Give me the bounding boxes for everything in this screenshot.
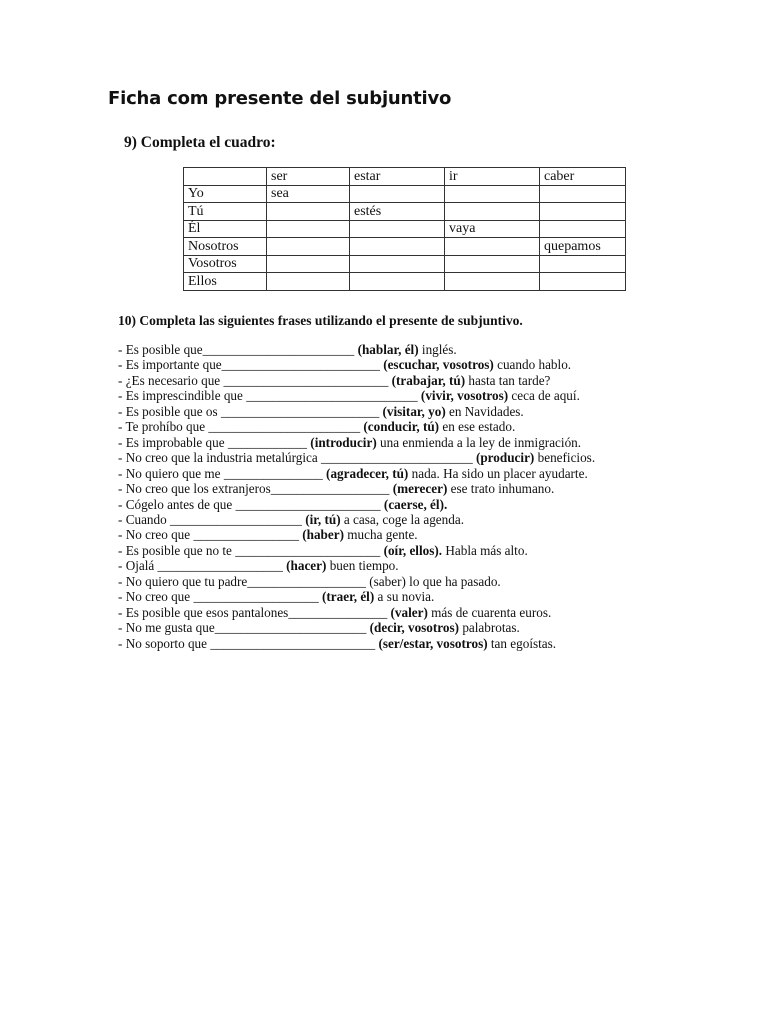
sentence-item xyxy=(118,512,595,527)
table-cell xyxy=(350,185,445,203)
table-pronoun-cell: Tú xyxy=(184,203,267,221)
table-row xyxy=(184,220,626,238)
sentence-item xyxy=(118,388,595,403)
table-pronoun-cell: Vosotros xyxy=(184,255,267,273)
answer-blank: ______________________ xyxy=(235,496,381,512)
table-cell xyxy=(350,220,445,238)
answer-blank: _______________ xyxy=(223,465,323,481)
sentence-item xyxy=(118,419,595,434)
sentence-prefix: - Te prohíbo que xyxy=(118,419,209,435)
verb-hint: (caerse, él). xyxy=(380,496,448,512)
table-cell: estés xyxy=(350,203,445,221)
verb-hint: (ser/estar, vosotros) xyxy=(375,635,488,651)
table-cell xyxy=(267,220,350,238)
sentence-suffix: hasta tan tarde? xyxy=(465,372,551,388)
sentence-suffix: a casa, coge la agenda. xyxy=(340,511,464,527)
sentence-prefix: - No me gusta que xyxy=(118,620,215,636)
sentence-item xyxy=(118,558,595,573)
sentence-suffix: nada. Ha sido un placer ayudarte. xyxy=(408,465,588,481)
sentence-prefix: - No creo que la industria metalúrgica xyxy=(118,450,321,466)
table-cell: vaya xyxy=(445,220,540,238)
sentence-prefix: - No quiero que tu padre xyxy=(118,573,248,589)
table-cell xyxy=(445,238,540,256)
table-cell: sea xyxy=(267,185,350,203)
sentence-item xyxy=(118,543,595,558)
conjugation-table-body xyxy=(184,168,626,291)
sentence-prefix: - Cógelo antes de que xyxy=(118,496,236,512)
table-row xyxy=(184,238,626,256)
verb-hint: (conducir, tú) xyxy=(360,419,440,435)
verb-hint: (vivir, vosotros) xyxy=(417,388,509,404)
verb-hint: (traer, él) xyxy=(318,589,375,605)
sentence-prefix: - Es posible que xyxy=(118,342,203,357)
verb-hint: (agradecer, tú) xyxy=(322,465,409,481)
page-title: Ficha com presente del subjuntivo xyxy=(108,88,452,109)
sentence-prefix: - Es improbable que xyxy=(118,434,228,450)
answer-blank: _______________________ xyxy=(202,342,355,357)
table-header-cell: caber xyxy=(540,168,626,186)
answer-blank: ________________________ xyxy=(221,357,380,373)
sentence-item xyxy=(118,481,595,496)
answer-blank: __________________ xyxy=(247,573,366,589)
sentence-item xyxy=(118,605,595,620)
sentence-prefix: - No quiero que me xyxy=(118,465,224,481)
table-pronoun-cell: Él xyxy=(184,220,267,238)
sentence-suffix: cuando hablo. xyxy=(493,357,572,373)
answer-blank: _______________________ xyxy=(208,419,361,435)
verb-hint: (decir, vosotros) xyxy=(366,620,460,636)
sentence-list xyxy=(118,342,595,651)
sentence-prefix: - Cuando xyxy=(118,511,171,527)
table-header-row xyxy=(184,168,626,186)
sentence-prefix: - Es posible que no te xyxy=(118,542,236,558)
conjugation-table xyxy=(183,167,626,291)
answer-blank: ____________________ xyxy=(170,511,302,527)
table-cell xyxy=(350,255,445,273)
sentence-item xyxy=(118,466,595,481)
section-10-heading: 10) Completa las siguientes frases utilizando el presente de subjuntivo. xyxy=(118,313,523,328)
sentence-suffix: mucha gente. xyxy=(344,527,418,543)
answer-blank: ________________________ xyxy=(220,403,380,419)
table-cell xyxy=(445,255,540,273)
table-header-cell: ir xyxy=(445,168,540,186)
answer-blank: ___________________ xyxy=(157,558,283,574)
sentence-prefix: - Es importante que xyxy=(118,357,222,373)
sentence-prefix: - No soporto que xyxy=(118,635,211,651)
answer-blank: ________________ xyxy=(193,527,299,543)
sentence-suffix: más de cuarenta euros. xyxy=(427,604,552,620)
sentence-suffix: ceca de aquí. xyxy=(508,388,580,404)
table-cell xyxy=(445,273,540,291)
table-cell xyxy=(267,238,350,256)
verb-hint: (escuchar, vosotros) xyxy=(379,357,494,373)
answer-blank: _______________________ xyxy=(321,450,473,466)
sentence-suffix: lo que ha pasado. xyxy=(405,573,501,589)
sentence-suffix: tan egoístas. xyxy=(487,635,557,651)
sentence-prefix: - Es posible que os xyxy=(118,403,221,419)
section-9-heading: 9) Completa el cuadro: xyxy=(124,134,276,151)
verb-hint: (producir) xyxy=(472,450,535,466)
answer-blank: _______________ xyxy=(288,604,388,620)
sentence-item xyxy=(118,357,595,372)
table-cell xyxy=(445,203,540,221)
sentence-item xyxy=(118,620,595,635)
sentence-suffix: buen tiempo. xyxy=(326,558,399,574)
sentence-item xyxy=(118,342,595,357)
sentence-item xyxy=(118,589,595,604)
table-header-cell xyxy=(184,168,267,186)
table-row xyxy=(184,203,626,221)
verb-hint: (merecer) xyxy=(389,481,448,497)
table-pronoun-cell: Yo xyxy=(184,185,267,203)
sentence-item xyxy=(118,450,595,465)
sentence-suffix: ese trato inhumano. xyxy=(447,481,555,497)
table-cell xyxy=(540,220,626,238)
verb-hint: (trabajar, tú) xyxy=(388,372,466,388)
table-cell xyxy=(540,203,626,221)
table-cell xyxy=(540,273,626,291)
table-cell xyxy=(267,255,350,273)
sentence-suffix: una enmienda a la ley de inmigración. xyxy=(376,434,582,450)
table-pronoun-cell: Ellos xyxy=(184,273,267,291)
sentence-item xyxy=(118,574,595,589)
sentence-suffix: beneficios. xyxy=(534,450,596,466)
answer-blank: ______________________ xyxy=(235,542,381,558)
sentence-prefix: - No creo que xyxy=(118,589,194,605)
sentence-suffix: Habla más alto. xyxy=(442,542,528,558)
table-cell xyxy=(350,273,445,291)
table-cell xyxy=(267,203,350,221)
table-cell xyxy=(540,255,626,273)
sentence-item xyxy=(118,373,595,388)
sentence-prefix: - Es imprescindible que xyxy=(118,388,247,404)
verb-hint: (saber) xyxy=(365,573,406,589)
verb-hint: (ir, tú) xyxy=(301,511,341,527)
table-cell xyxy=(350,238,445,256)
sentence-prefix: - ¿Es necesario que xyxy=(118,372,224,388)
verb-hint: (hablar, él) xyxy=(354,342,419,357)
table-cell xyxy=(267,273,350,291)
table-header-cell: ser xyxy=(267,168,350,186)
verb-hint: (hacer) xyxy=(282,558,327,574)
verb-hint: (oír, ellos). xyxy=(380,542,443,558)
sentence-item xyxy=(118,435,595,450)
table-row xyxy=(184,185,626,203)
sentence-item xyxy=(118,636,595,651)
answer-blank: _________________________ xyxy=(210,635,376,651)
sentence-suffix: inglés. xyxy=(418,342,457,357)
table-row xyxy=(184,273,626,291)
answer-blank: ___________________ xyxy=(193,589,319,605)
sentence-prefix: - Es posible que esos pantalones xyxy=(118,604,289,620)
table-cell xyxy=(540,185,626,203)
sentence-suffix: en Navidades. xyxy=(445,403,524,419)
sentence-prefix: - Ojalá xyxy=(118,558,158,574)
sentence-item xyxy=(118,404,595,419)
sentence-prefix: - No creo que xyxy=(118,527,194,543)
sentence-item xyxy=(118,527,595,542)
answer-blank: _______________________ xyxy=(214,620,367,636)
answer-blank: __________________________ xyxy=(246,388,418,404)
sentence-suffix: en ese estado. xyxy=(439,419,516,435)
table-header-cell: estar xyxy=(350,168,445,186)
table-pronoun-cell: Nosotros xyxy=(184,238,267,256)
verb-hint: (visitar, yo) xyxy=(379,403,446,419)
verb-hint: (haber) xyxy=(298,527,344,543)
table-cell xyxy=(445,185,540,203)
answer-blank: _________________________ xyxy=(223,372,389,388)
sentence-suffix: a su novia. xyxy=(374,589,435,605)
answer-blank: ____________ xyxy=(227,434,307,450)
table-cell: quepamos xyxy=(540,238,626,256)
sentence-prefix: - No creo que los extranjeros xyxy=(118,481,271,497)
verb-hint: (introducir) xyxy=(307,434,377,450)
verb-hint: (valer) xyxy=(387,604,428,620)
table-row xyxy=(184,255,626,273)
answer-blank: __________________ xyxy=(270,481,390,497)
sentence-item xyxy=(118,497,595,512)
sentence-suffix: palabrotas. xyxy=(459,620,520,636)
